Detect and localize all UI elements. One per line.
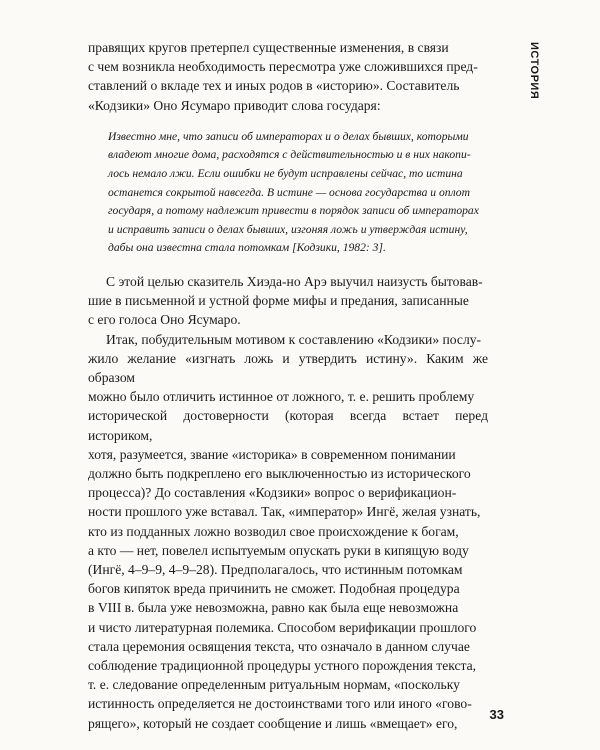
text-line: соблюдение традиционной процедуры устного порождения текста, <box>88 658 477 674</box>
text-line: и чисто литературная полемика. Способом верификации прошлого <box>88 619 477 635</box>
text-line: богов кипяток вреда причинить не сможет. Подобная процедура <box>88 581 460 597</box>
text-line: можно было отличить истинное от ложного, т. е. решить проблему <box>88 389 475 405</box>
section-label: ИСТОРИЯ <box>528 42 540 100</box>
text-block <box>88 38 488 733</box>
quote-line: Известно мне, что записи об императорах и о делах бывших, которыми <box>108 129 469 143</box>
text-line: шие в письменной и устной форме мифы и предания, записанные <box>88 293 469 309</box>
text-line: ставлений о вкладе тех и иных родов в «историю». Составитель <box>88 78 460 94</box>
quote-line: владеют многие дома, расходятся с действительностью и в них накопи- <box>108 148 471 162</box>
text-line: (Ингё, 4–9–9, 4–9–28). Предполагалось, что истинным потомкам <box>88 562 463 578</box>
text-line: «Кодзики» Оно Ясумаро приводит слова государя: <box>88 97 381 113</box>
text-line: с чем возникла необходимость пересмотра уже сложившихся пред- <box>88 59 478 75</box>
text-line: С этой целью сказитель Хиэда-но Арэ выучил наизусть бытовав- <box>106 273 483 289</box>
page-number: 33 <box>489 707 504 722</box>
text-line: т. е. следование определенным ритуальным нормам, «поскольку <box>88 677 460 693</box>
quote-line: лось немало лжи. Если ошибки не будут исправлены сейчас, то истина <box>108 167 463 180</box>
text-line: исторической достоверности (которая всегда встает перед историком, <box>88 408 488 443</box>
text-line: в VIII в. была уже невозможна, равно как была еще невозможна <box>88 600 459 616</box>
text-line: ности прошлого уже вставал. Так, «император» Ингё, желая узнать, <box>88 504 481 520</box>
quote-line: дабы она известна стала потомкам [Кодзики, 1982: 3]. <box>108 241 386 255</box>
text-line: истинность определяется не достоинствами того или иного «гово- <box>88 696 472 712</box>
text-line: а кто — нет, повелел испытуемым опускать руки в кипящую воду <box>88 542 469 558</box>
quote-line: и исправить записи о делах бывших, изгоняя ложь и утверждая истину, <box>108 222 468 236</box>
block-quote <box>108 128 488 258</box>
text-line: жило желание «изгнать ложь и утвердить истину». Каким же образом <box>88 350 488 385</box>
text-line: кто из подданных ложно возводил свое происхождение к богам, <box>88 523 459 539</box>
text-line: стала церемония освящения текста, что означало в данном случае <box>88 638 470 654</box>
text-line: хотя, разумеется, звание «историка» в современном понимании <box>88 446 456 462</box>
text-line: с его голоса Оно Ясумаро. <box>88 312 241 328</box>
paragraph-3 <box>88 330 488 733</box>
quote-line: останется сокрытой навсегда. В истине — основа государства и оплот <box>108 185 470 199</box>
paragraph-2 <box>88 272 488 330</box>
text-line: Итак, побудительным мотивом к составлению «Кодзики» послу- <box>106 331 482 347</box>
quote-line: государя, а потому надлежит привести в порядок записи об императорах <box>108 204 479 218</box>
paragraph-1 <box>88 38 488 115</box>
text-line: должно быть подкреплено его выключенностью из исторического <box>88 466 471 481</box>
text-line: рящего», который не создает сообщение и лишь «вмещает» его, <box>88 715 458 731</box>
text-line: процесса)? До составления «Кодзики» вопрос о верификацион- <box>88 485 457 501</box>
text-line: правящих кругов претерпел существенные изменения, в связи <box>88 40 449 55</box>
